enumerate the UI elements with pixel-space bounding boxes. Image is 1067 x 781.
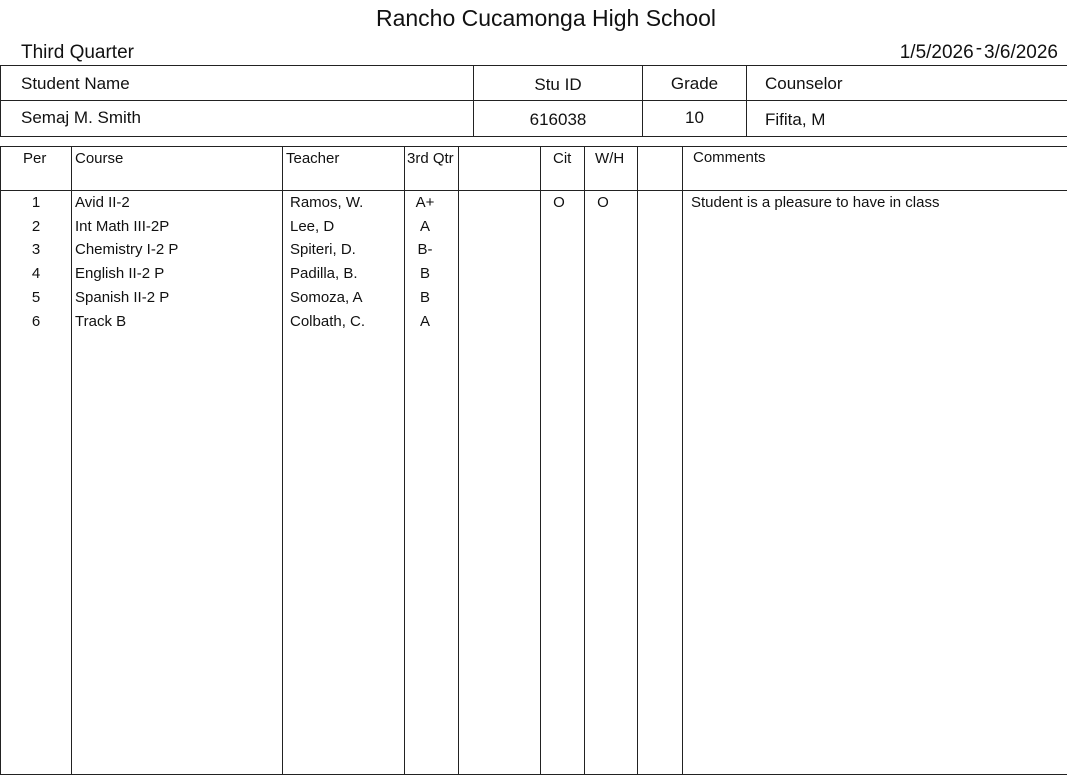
school-title: Rancho Cucamonga High School — [375, 5, 717, 31]
table-col-div — [584, 146, 585, 775]
col-header-course: Course — [75, 150, 124, 167]
date-start: 1/5/2026 — [899, 42, 974, 63]
row-course: English II-2 P — [75, 265, 165, 282]
date-end: 3/6/2026 — [984, 42, 1058, 63]
table-left — [0, 146, 1, 775]
student-id: 616038 — [529, 110, 587, 129]
date-separator: - — [975, 38, 983, 59]
row-teacher: Colbath, C. — [290, 313, 366, 330]
row-teacher: Ramos, W. — [290, 194, 364, 211]
row-per: 3 — [31, 241, 41, 258]
table-col-div — [682, 146, 683, 775]
table-bottom — [0, 774, 1067, 775]
table-col-div — [637, 146, 638, 775]
table-col-div — [71, 146, 72, 775]
date-range — [899, 38, 1058, 64]
row-grade: B — [419, 265, 430, 282]
row-wh: O — [597, 194, 609, 211]
col-header-per: Per — [23, 150, 47, 167]
row-per: 1 — [31, 194, 41, 211]
row-per: 6 — [31, 313, 41, 330]
row-per: 4 — [31, 265, 41, 282]
row-teacher: Somoza, A — [290, 289, 363, 306]
row-grade: B- — [417, 241, 433, 258]
col-header-teacher: Teacher — [286, 150, 340, 167]
table-top — [0, 146, 1067, 147]
row-cit: O — [553, 194, 565, 211]
col-header-wh: W/H — [595, 150, 625, 167]
col-header-cit: Cit — [553, 150, 572, 167]
row-comment: Student is a pleasure to have in class — [691, 194, 940, 211]
row-grade: B — [419, 289, 430, 306]
table-col-div — [540, 146, 541, 775]
counselor-label: Counselor — [765, 74, 843, 93]
stu-id-label: Stu ID — [534, 75, 582, 94]
row-grade: A+ — [415, 194, 435, 211]
row-teacher: Spiteri, D. — [290, 241, 356, 258]
col-header-qtr: 3rd Qtr — [407, 150, 454, 167]
student-grade: 10 — [685, 108, 704, 127]
info-col-div-3 — [746, 65, 747, 137]
row-grade: A — [419, 313, 430, 330]
grade-label: Grade — [670, 74, 719, 93]
row-course: Avid II-2 — [75, 194, 130, 211]
table-col-div — [458, 146, 459, 775]
row-course: Chemistry I-2 P — [75, 241, 179, 258]
row-course: Int Math III-2P — [75, 218, 170, 235]
info-box-bottom — [0, 136, 1067, 137]
table-header-bottom — [0, 190, 1067, 191]
info-box-left — [0, 65, 1, 137]
student-name: Semaj M. Smith — [21, 108, 141, 127]
info-box-middle — [0, 100, 1067, 101]
row-teacher: Lee, D — [290, 218, 335, 235]
student-counselor: Fifita, M — [765, 110, 826, 129]
student-name-label: Student Name — [21, 74, 130, 93]
table-col-div — [282, 146, 283, 775]
row-per: 2 — [31, 218, 41, 235]
col-header-comments: Comments — [693, 149, 766, 166]
row-teacher: Padilla, B. — [290, 265, 358, 282]
row-per: 5 — [31, 289, 41, 306]
row-course: Track B — [75, 313, 127, 330]
row-course: Spanish II-2 P — [75, 289, 170, 306]
row-grade: A — [419, 218, 430, 235]
term-label: Third Quarter — [21, 42, 134, 63]
info-box-top — [0, 65, 1067, 66]
